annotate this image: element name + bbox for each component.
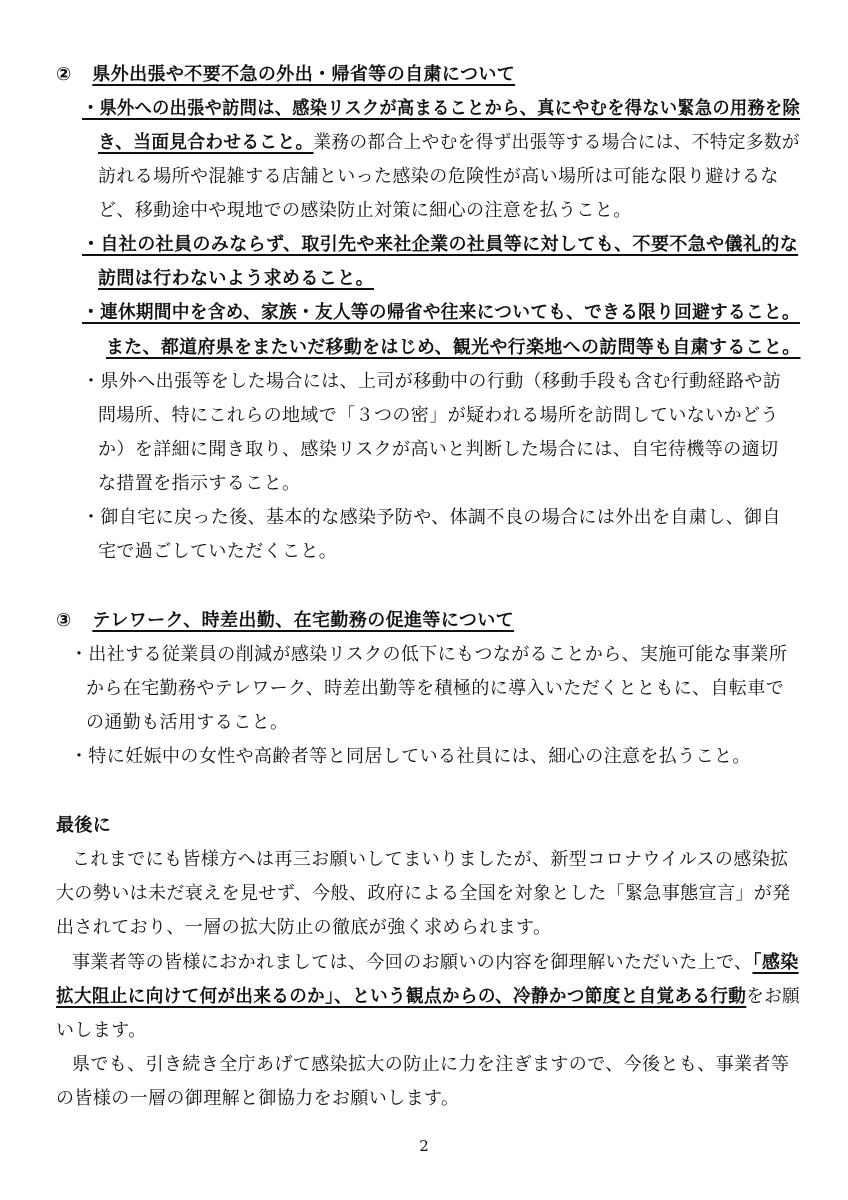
section2-item1-emphasis: き、当面見合わせること。 <box>98 132 314 153</box>
closing-p2-line1 <box>72 950 799 976</box>
section3-heading <box>56 608 514 634</box>
section3-item1-line1: ・出社する従業員の削減が感染リスクの低下にもつながることから、実施可能な事業所 <box>70 644 788 665</box>
section2-heading <box>56 62 515 88</box>
section3-heading-text: テレワーク、時差出勤、在宅勤務の促進等について <box>92 610 515 631</box>
section2-item2-line2: 訪問は行わないよう求めること。 <box>98 268 374 289</box>
closing-p2-line3: いします。 <box>56 1020 147 1041</box>
section3-heading-number: ③ <box>56 610 72 631</box>
section2-heading-text: 県外出張や不要不急の外出・帰省等の自粛について <box>92 64 516 85</box>
closing-p2-text: 事業者等の皆様におかれましては、今回のお願いの内容を御理解いただいた上で、 <box>72 952 753 973</box>
closing-p1-line2: 大の勢いは未だ衰えを見せず、今般、政府による全国を対象とした「緊急事態宣言」が発 <box>56 883 791 904</box>
section3-item1-line3: の通勤も活用すること。 <box>86 712 289 733</box>
section2-item4-line4: な措置を指示すること。 <box>98 473 301 494</box>
closing-p2-text-end: をお願 <box>746 986 801 1007</box>
closing-p2-line2 <box>56 984 800 1010</box>
closing-p3-line2: の皆様の一層の御理解と御協力をお願いします。 <box>56 1088 460 1109</box>
closing-heading: 最後に <box>56 815 112 836</box>
closing-p3-line1: 県でも、引き続き全庁あげて感染拡大の防止に力を注ぎますので、今後とも、事業者等 <box>72 1054 790 1075</box>
section2-item1-line4: ど、移動途中や現地での感染防止対策に細心の注意を払うこと。 <box>98 200 632 221</box>
section2-item1-line3: 訪れる場所や混雑する店舗といった感染の危険性が高い場所は可能な限り避けるな <box>98 166 779 187</box>
closing-p1-line1: これまでにも皆様方へは再三お願いしてまいりましたが、新型コロナウイルスの感染拡 <box>72 849 789 870</box>
page-number: 2 <box>419 1137 429 1155</box>
closing-p2-emphasis: 拡大阻止に向けて何が出来るのか」、という観点からの、冷静かつ節度と自覚ある行動 <box>56 986 747 1007</box>
closing-p1-line3: 出されており、一層の拡大防止の徹底が強く求められます。 <box>56 917 552 938</box>
section2-item1-line1: ・県外への出張や訪問は、感染リスクが高まることから、真にやむを得ない緊急の用務を除 <box>82 98 801 119</box>
closing-p2-emphasis-start: 「感染 <box>752 952 799 973</box>
section2-item1-text: 業務の都合上やむを得ず出張等する場合には、不特定多数が <box>313 132 800 153</box>
section2-item4-line1: ・県外へ出張等をした場合には、上司が移動中の行動（移動手段も含む行動経路や訪 <box>82 371 782 392</box>
section2-item3-line1: ・連休期間中を含め、家族・友人等の帰省や往来についても、できる限り回避すること。 <box>82 302 800 323</box>
section3-item1-line2: から在宅勤務やテレワーク、時差出勤等を積極的に導入いただくとともに、自転車で <box>86 678 785 699</box>
section2-item5-line1: ・御自宅に戻った後、基本的な感染予防や、体調不良の場合には外出を自粛し、御自 <box>82 507 781 528</box>
section2-item5-line2: 宅で過ごしていただくこと。 <box>98 541 338 562</box>
section2-item1-line2 <box>98 130 800 156</box>
section2-item4-line3: か）を詳細に聞き取り、感染リスクが高いと判断した場合には、自宅待機等の適切 <box>98 439 779 460</box>
section2-item2-line1: ・自社の社員のみならず、取引先や来社企業の社員等に対しても、不要不急や儀礼的な <box>82 234 799 255</box>
section2-heading-number: ② <box>56 64 72 85</box>
section3-item2-line1: ・特に妊娠中の女性や高齢者等と同居している社員には、細心の注意を払うこと。 <box>70 746 751 767</box>
section2-item3-line2: また、都道府県をまたいだ移動をはじめ、観光や行楽地への訪問等も自粛すること。 <box>106 337 801 358</box>
section2-item4-line2: 問場所、特にこれらの地域で「３つの密」が疑われる場所を訪問していないかどう <box>98 405 779 426</box>
